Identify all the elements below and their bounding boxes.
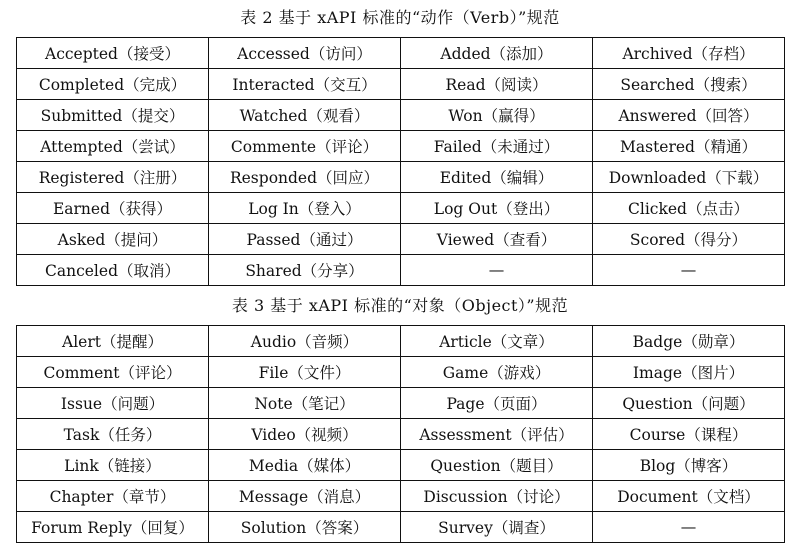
table-cell: Added（添加） [401,38,593,69]
table-row [17,255,785,286]
table-row [17,38,785,69]
table-row [17,512,785,543]
table-2-caption: 表 2 基于 xAPI 标准的“动作（Verb）”规范 [240,8,560,27]
table-cell: Mastered（精通） [593,131,785,162]
table-cell: Survey（调查） [401,512,593,543]
table-cell: Viewed（查看） [401,224,593,255]
table-cell: Watched（观看） [209,100,401,131]
table-row [17,481,785,512]
table-cell: Forum Reply（回复） [17,512,209,543]
table-cell: Shared（分享） [209,255,401,286]
table-cell: — [401,255,593,286]
table-cell: Scored（得分） [593,224,785,255]
table-cell: Discussion（讨论） [401,481,593,512]
table-cell: Course（课程） [593,419,785,450]
table-row [17,100,785,131]
table-row [17,419,785,450]
table-cell: Game（游戏） [401,357,593,388]
table-cell: Issue（问题） [17,388,209,419]
table-cell: Page（页面） [401,388,593,419]
table-cell: Question（题目） [401,450,593,481]
table-3-caption: 表 3 基于 xAPI 标准的“对象（Object）”规范 [231,296,569,315]
table-cell: Downloaded（下载） [593,162,785,193]
table-cell: Canceled（取消） [17,255,209,286]
table-cell: Log Out（登出） [401,193,593,224]
table-cell: Passed（通过） [209,224,401,255]
table-cell: Failed（未通过） [401,131,593,162]
table-cell: Accessed（访问） [209,38,401,69]
table-cell: Question（问题） [593,388,785,419]
table-cell: Edited（编辑） [401,162,593,193]
table-cell: Registered（注册） [17,162,209,193]
table-cell: Interacted（交互） [209,69,401,100]
table-cell: Submitted（提交） [17,100,209,131]
table-cell: Clicked（点击） [593,193,785,224]
table-cell: Asked（提问） [17,224,209,255]
table-row [17,388,785,419]
table-cell: Responded（回应） [209,162,401,193]
table-cell: Searched（搜索） [593,69,785,100]
table-cell: Completed（完成） [17,69,209,100]
table-cell: Alert（提醒） [17,326,209,357]
table-cell: — [593,255,785,286]
table-cell: Message（消息） [209,481,401,512]
table-cell: Assessment（评估） [401,419,593,450]
table-row [17,69,785,100]
table-cell: Chapter（章节） [17,481,209,512]
table-cell: Commente（评论） [209,131,401,162]
object-table [16,325,785,543]
table-row [17,326,785,357]
table-cell: Badge（勋章） [593,326,785,357]
table-cell: Answered（回答） [593,100,785,131]
table-cell: Comment（评论） [17,357,209,388]
table-cell: Solution（答案） [209,512,401,543]
table-cell: Won（赢得） [401,100,593,131]
table-cell: Video（视频） [209,419,401,450]
table-row [17,131,785,162]
table-cell: — [593,512,785,543]
table-cell: Article（文章） [401,326,593,357]
table-row [17,162,785,193]
table-cell: Document（文档） [593,481,785,512]
table-cell: Earned（获得） [17,193,209,224]
table-cell: Read（阅读） [401,69,593,100]
table-cell: Accepted（接受） [17,38,209,69]
table-cell: Media（媒体） [209,450,401,481]
verb-table [16,37,785,286]
table-row [17,193,785,224]
table-cell: Link（链接） [17,450,209,481]
table-cell: Image（图片） [593,357,785,388]
table-row [17,357,785,388]
table-cell: Audio（音频） [209,326,401,357]
table-cell: Note（笔记） [209,388,401,419]
table-cell: Log In（登入） [209,193,401,224]
table-row [17,450,785,481]
table-cell: Blog（博客） [593,450,785,481]
table-cell: File（文件） [209,357,401,388]
table-cell: Archived（存档） [593,38,785,69]
table-row [17,224,785,255]
table-cell: Attempted（尝试） [17,131,209,162]
table-cell: Task（任务） [17,419,209,450]
